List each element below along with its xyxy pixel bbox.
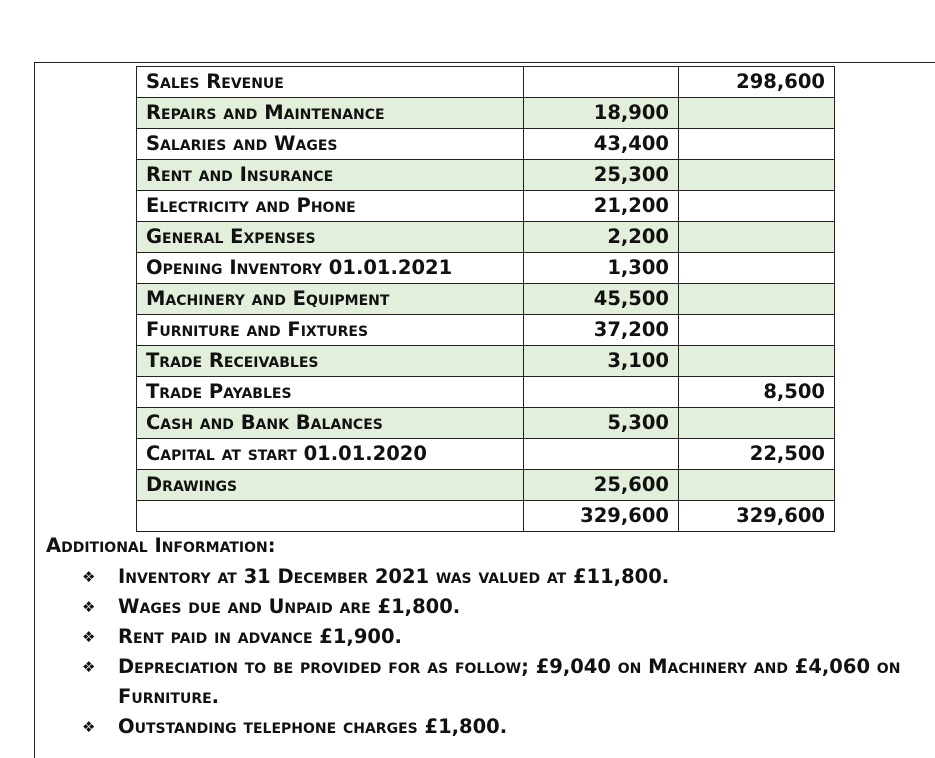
list-item (80, 712, 935, 742)
table-row (137, 408, 835, 439)
table-row (137, 222, 835, 253)
table-row (137, 191, 835, 222)
account-cell: Trade Payables (137, 377, 524, 408)
debit-cell: 25,300 (524, 160, 679, 191)
page-frame-top-rule (34, 62, 935, 63)
note-text: Outstanding telephone charges £1,800. (118, 715, 508, 738)
account-cell: Opening Inventory 01.01.2021 (137, 253, 524, 284)
credit-total-cell: 329,600 (679, 501, 835, 532)
diamond-bullet-icon: ❖ (82, 628, 96, 646)
note-text: Rent paid in advance £1,900. (118, 625, 402, 648)
credit-cell: 22,500 (679, 439, 835, 470)
credit-cell (679, 98, 835, 129)
credit-cell (679, 315, 835, 346)
credit-cell (679, 160, 835, 191)
table-row (137, 377, 835, 408)
table-row (137, 253, 835, 284)
debit-cell: 43,400 (524, 129, 679, 160)
credit-cell (679, 222, 835, 253)
account-cell: Electricity and Phone (137, 191, 524, 222)
table-row (137, 284, 835, 315)
debit-cell (524, 439, 679, 470)
additional-info-heading: Additional Information: (46, 534, 276, 557)
account-cell: Trade Receivables (137, 346, 524, 377)
totals-label-cell (137, 501, 524, 532)
account-cell: Rent and Insurance (137, 160, 524, 191)
debit-cell: 45,500 (524, 284, 679, 315)
debit-total-cell: 329,600 (524, 501, 679, 532)
credit-cell: 298,600 (679, 67, 835, 98)
debit-cell: 18,900 (524, 98, 679, 129)
table-row (137, 315, 835, 346)
credit-cell (679, 346, 835, 377)
debit-cell (524, 377, 679, 408)
account-cell: Drawings (137, 470, 524, 501)
account-cell: Machinery and Equipment (137, 284, 524, 315)
debit-cell: 2,200 (524, 222, 679, 253)
debit-cell: 3,100 (524, 346, 679, 377)
debit-cell: 21,200 (524, 191, 679, 222)
additional-info-list (80, 562, 935, 742)
list-item (80, 592, 935, 622)
table-row (137, 470, 835, 501)
diamond-bullet-icon: ❖ (82, 658, 96, 676)
debit-cell: 1,300 (524, 253, 679, 284)
list-item (80, 652, 935, 712)
account-cell: Salaries and Wages (137, 129, 524, 160)
debit-cell: 25,600 (524, 470, 679, 501)
account-cell: Furniture and Fixtures (137, 315, 524, 346)
debit-cell (524, 67, 679, 98)
table-row (137, 439, 835, 470)
diamond-bullet-icon: ❖ (82, 568, 96, 586)
trial-balance-table (136, 66, 835, 532)
table-row (137, 98, 835, 129)
table-row (137, 67, 835, 98)
list-item (80, 622, 935, 652)
page-frame-left-rule (34, 62, 35, 758)
trial-balance-body (137, 67, 835, 532)
totals-row (137, 501, 835, 532)
credit-cell (679, 408, 835, 439)
table-row (137, 346, 835, 377)
credit-cell (679, 191, 835, 222)
diamond-bullet-icon: ❖ (82, 718, 96, 736)
account-cell: Sales Revenue (137, 67, 524, 98)
diamond-bullet-icon: ❖ (82, 598, 96, 616)
account-cell: Capital at start 01.01.2020 (137, 439, 524, 470)
note-text: Inventory at 31 December 2021 was valued at £11,800. (118, 565, 670, 588)
debit-cell: 5,300 (524, 408, 679, 439)
table-row (137, 129, 835, 160)
debit-cell: 37,200 (524, 315, 679, 346)
account-cell: Repairs and Maintenance (137, 98, 524, 129)
note-text: Wages due and Unpaid are £1,800. (118, 595, 461, 618)
table-row (137, 160, 835, 191)
account-cell: General Expenses (137, 222, 524, 253)
account-cell: Cash and Bank Balances (137, 408, 524, 439)
credit-cell (679, 129, 835, 160)
credit-cell (679, 253, 835, 284)
credit-cell: 8,500 (679, 377, 835, 408)
credit-cell (679, 284, 835, 315)
credit-cell (679, 470, 835, 501)
list-item (80, 562, 935, 592)
note-text: Depreciation to be provided for as follow; £9,040 on Machinery and £4,060 on Furniture. (118, 655, 901, 708)
